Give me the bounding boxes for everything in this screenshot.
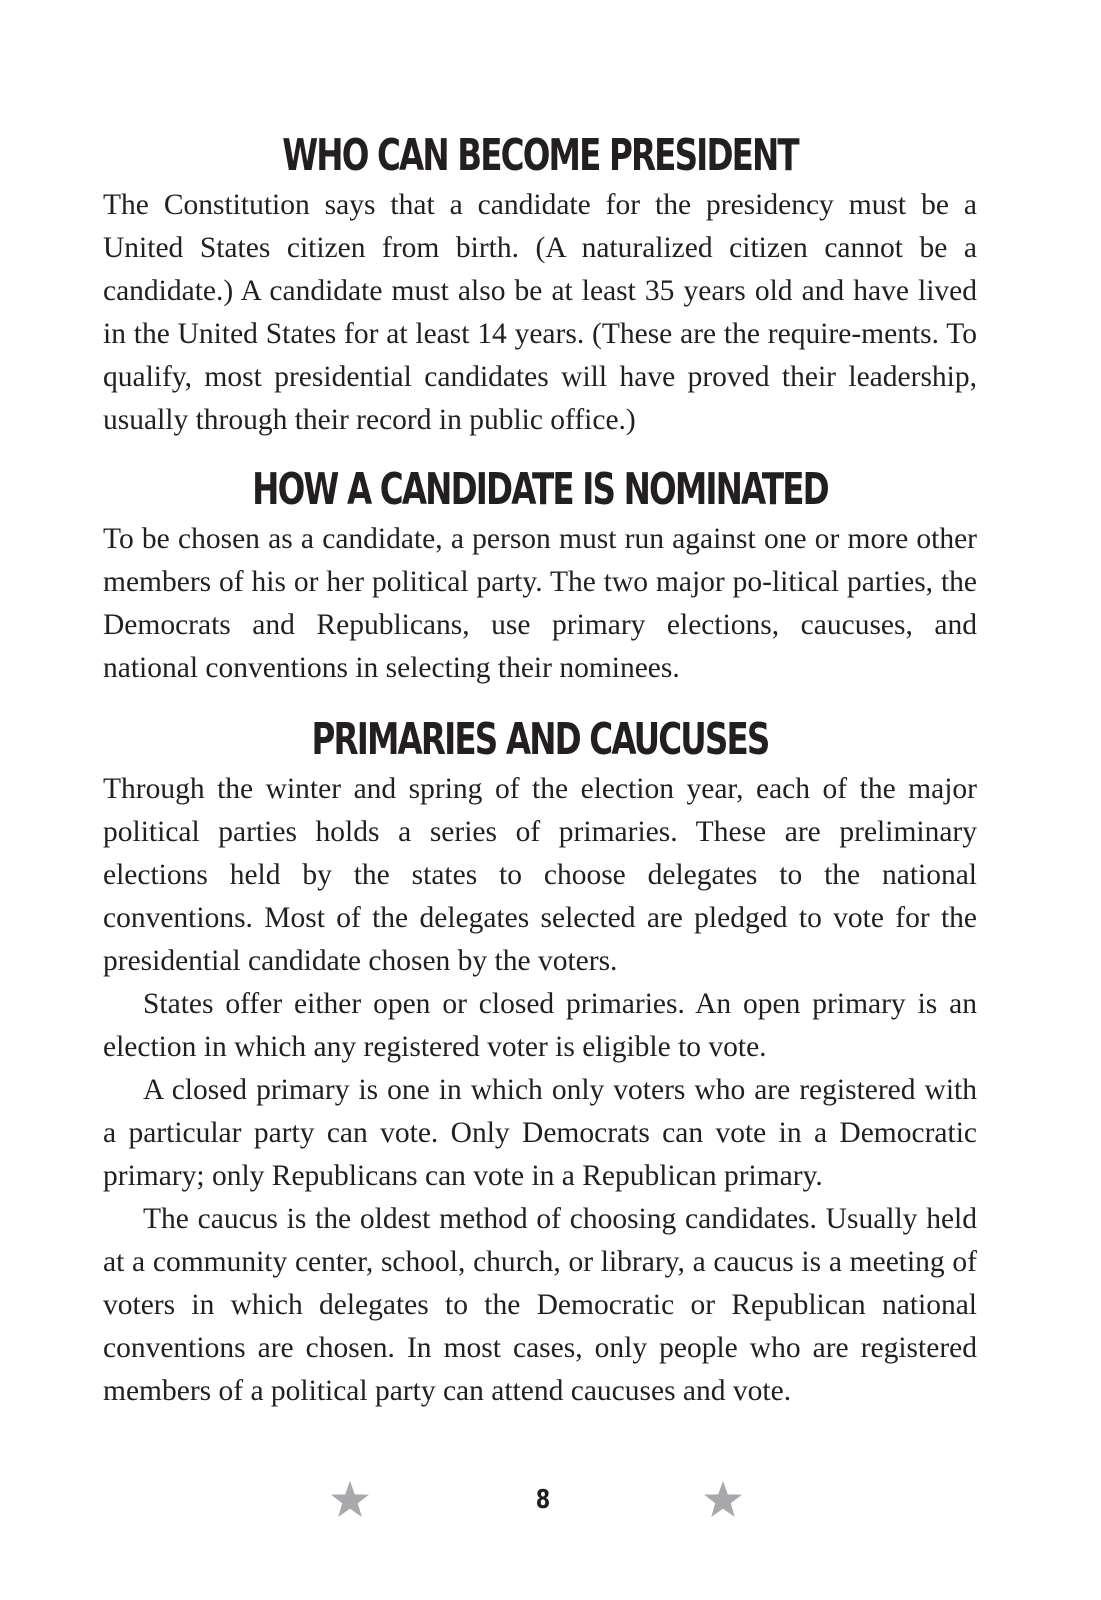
paragraph-open-primaries: States offer either open or closed primaries. An open primary is an election in which any registered voter is eligible to vote. (103, 988, 977, 1063)
section-heading-primaries-and-caucuses: PRIMARIES AND CAUCUSES (311, 714, 769, 765)
star-icon (703, 1480, 743, 1520)
page-footer (0, 1480, 1101, 1530)
paragraph-nomination: To be chosen as a candidate, a person must run against one or more other members of his or her political party. The two major po-litical parties, the Democrats and Republicans, use primary elections, caucuses, and national conventions in selecting their nominees. (103, 523, 977, 684)
star-icon (330, 1480, 370, 1520)
page-number: 8 (535, 1485, 551, 1515)
paragraph-eligibility: The Constitution says that a candidate for the presidency must be a United States citizen from birth. (A naturalized citizen cannot be a candidate.) A candidate must also be at least 35 years old and have lived in the United States for at least 14 years. (These are the require-ments. To qualify, most presidential candidates will have proved their leadership, usually through their record in public office.) (103, 189, 977, 436)
paragraph-primaries-intro: Through the winter and spring of the election year, each of the major political parties holds a series of primaries. These are preliminary elections held by the states to choose delegates to the national conventions. Most of the delegates selected are pledged to vote for the presidential candidate chosen by the voters. (103, 773, 977, 977)
paragraph-caucus: The caucus is the oldest method of choosing candidates. Usually held at a community center, school, church, or library, a caucus is a meeting of voters in which delegates to the Democratic or Republican national conventions are chosen. In most cases, only people who are registered members of a political party can attend caucuses and vote. (103, 1203, 977, 1407)
paragraph-closed-primaries: A closed primary is one in which only voters who are registered with a particular party can vote. Only Democrats can vote in a Democratic primary; only Republicans can vote in a Republican primary. (103, 1074, 977, 1192)
page-content (103, 128, 977, 1413)
section-heading-who-can-become-president: WHO CAN BECOME PRESIDENT (282, 130, 798, 181)
section-heading-how-a-candidate-is-nominated: HOW A CANDIDATE IS NOMINATED (252, 464, 828, 515)
